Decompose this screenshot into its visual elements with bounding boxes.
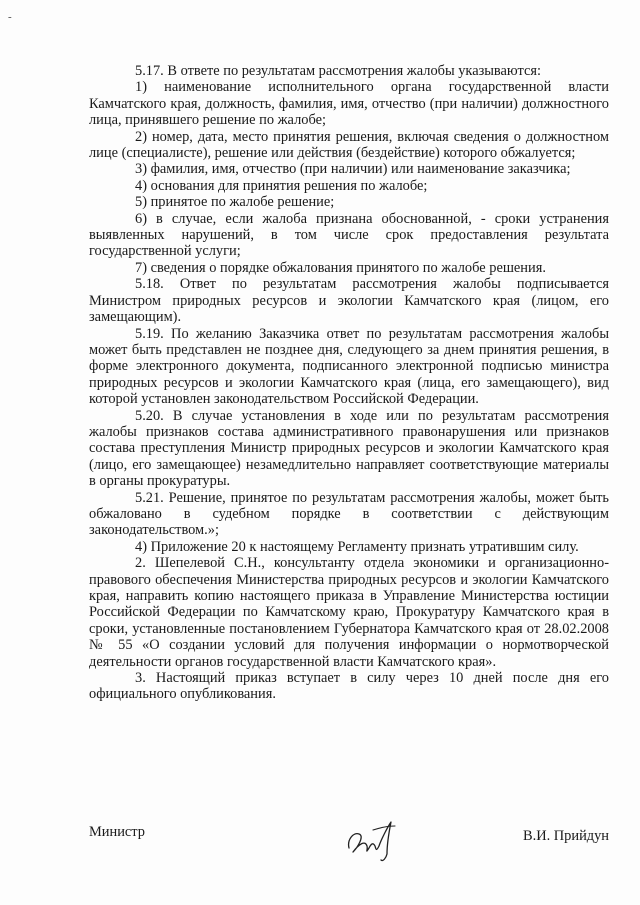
page-mark: - (8, 11, 12, 23)
signer-name: В.И. Прийдун (523, 828, 609, 844)
list-item-3: 3) фамилия, имя, отчество (при наличии) или наименование заказчика; (135, 161, 571, 178)
list-item-7: 7) сведения о порядке обжалования принятого по жалобе решения. (135, 259, 546, 276)
paragraph-5-18: 5.18. Ответ по результатам рассмотрения жалобы подписывается Министром природных ресурсов и экологии Камчатского края (лицом, его замещающим). (89, 276, 609, 326)
signer-title: Министр (89, 824, 145, 840)
list-item-1: 1) наименование исполнительного органа государственной власти Камчатского края, должность, фамилия, имя, отчество (при наличии) должностного лица, принявшего решение по жалобе; (89, 79, 609, 129)
list-item-6: 6) в случае, если жалоба признана обоснованной, - сроки устранения выявленных нарушений, в том числе срок предоставления результата государственной услуги; (89, 210, 609, 260)
list-item-2: 2) номер, дата, место принятия решения, включая сведения о должностном лице (специалисте), решение или действия (бездействие) которого обжалуется; (89, 128, 609, 162)
paragraph-5-21: 5.21. Решение, принятое по результатам рассмотрения жалобы, может быть обжаловано в судебном порядке в соответствии с действующим законодательством.»; (89, 489, 609, 539)
paragraph-5-17: 5.17. В ответе по результатам рассмотрения жалобы указываются: (135, 63, 541, 79)
handwritten-signature-icon (343, 818, 399, 864)
paragraph-5-20: 5.20. В случае установления в ходе или по результатам рассмотрения жалобы признаков состава административного правонарушения или признаков состава преступления Министр природных ресурсов и экологии Камчатского края (лицо, его замещающее) незамедлительно направляет соответствующие материалы в органы прокуратуры. (89, 407, 609, 490)
paragraph-order-3: 3. Настоящий приказ вступает в силу через 10 дней после дня его официального опубликования. (89, 670, 609, 703)
document-body (89, 63, 609, 703)
paragraph-appendix-20: 4) Приложение 20 к настоящему Регламенту признать утратившим силу. (135, 538, 579, 555)
list-item-5: 5) принятое по жалобе решение; (135, 194, 335, 211)
signature-block (89, 824, 609, 874)
list-item-4: 4) основания для принятия решения по жалобе; (135, 177, 428, 194)
paragraph-order-2: 2. Шепелевой С.Н., консультанту отдела экономики и организационно-правового обеспечения Министерства природных ресурсов и экологии Камчатского края, направить копию настоящего приказа в Управление Министерства юстиции Российской Федерации по Камчатскому краю, Прокуратуру Камчатского края в сроки, установленные постановлением Губернатора Камчатского края от 28.02.2008 № 55 «О создании условий для получения информации о нормотворческой деятельности органов государственной власти Камчатского края». (89, 555, 609, 670)
paragraph-5-19: 5.19. По желанию Заказчика ответ по результатам рассмотрения жалобы может быть представлен не позднее дня, следующего за днем принятия решения, в форме электронного документа, подписанного электронной подписью министра природных ресурсов и экологии Камчатского края (лица, его замещающего), вид которой установлен законодательством Российской Федерации. (89, 325, 609, 408)
